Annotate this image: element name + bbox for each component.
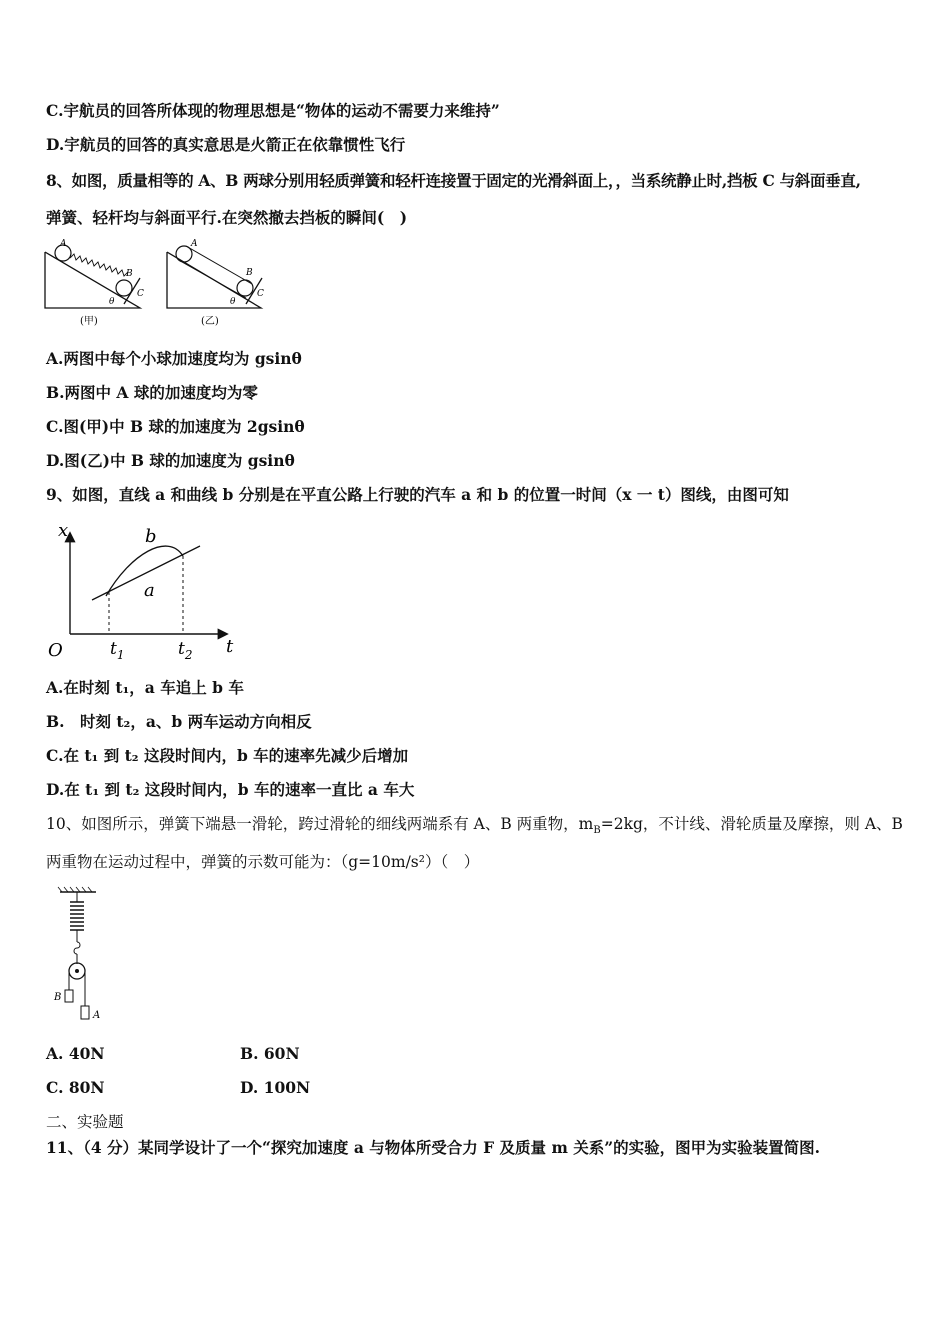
- option-c-prev: C.宇航员的回答所体现的物理思想是“物体的运动不需要力来维持”: [46, 101, 500, 120]
- svg-text:A: A: [93, 1010, 101, 1021]
- svg-text:t2: $t_2$: [178, 639, 193, 662]
- q8-option-d[interactable]: D.图(乙)中 B 球的加速度为 gsinθ: [46, 451, 295, 470]
- svg-text:A: A: [191, 239, 198, 249]
- ball-b-left: [116, 280, 132, 296]
- svg-text:A: A: [60, 239, 67, 249]
- q9-option-d[interactable]: D.在 t₁ 到 t₂ 这段时间内，b 车的速率一直比 a 车大: [46, 780, 415, 799]
- svg-text:C: C: [137, 289, 144, 299]
- question-8-stem-2: 弹簧、轻杆均与斜面平行.在突然撤去挡板的瞬间( ): [46, 208, 408, 227]
- question-10-stem-1: 10、如图所示，弹簧下端悬一滑轮，跨过滑轮的细线两端系有 A、B 两重物，$m_B=2kg$，不计线、滑轮质量及摩擦，则 A、B: [46, 815, 903, 837]
- svg-text:B: B: [246, 268, 253, 278]
- spring-icon: [70, 254, 128, 276]
- svg-text:B: B: [54, 992, 62, 1003]
- position-time-graph: [40, 516, 250, 666]
- svg-text:t1: $t_1$: [110, 639, 125, 662]
- q10-option-d[interactable]: D. 100N: [240, 1078, 311, 1097]
- svg-text:b: b: [145, 526, 157, 547]
- q9-option-b[interactable]: B. 时刻 t₂，a、b 两车运动方向相反: [46, 712, 312, 731]
- section-heading-experiment: 二、实验题: [46, 1113, 124, 1131]
- option-d-prev: D.宇航员的回答的真实意思是火箭正在依靠惯性飞行: [46, 135, 406, 154]
- ball-b-right: [237, 280, 253, 296]
- q10-option-c[interactable]: C. 80N: [46, 1078, 105, 1097]
- q8-option-b[interactable]: B.两图中 A 球的加速度均为零: [46, 383, 258, 402]
- question-9-stem: 9、如图，直线 a 和曲线 b 分别是在平直公路上行驶的汽车 a 和 b 的位置一时间（x 一 t）图线，由图可知: [46, 485, 789, 504]
- q10-option-b[interactable]: B. 60N: [240, 1044, 300, 1063]
- question-10-stem-2: 两重物在运动过程中，弹簧的示数可能为：（g=10m/s²）（ ）: [46, 853, 480, 871]
- svg-text:(乙): (乙): [201, 316, 219, 327]
- svg-text:t: t: [226, 636, 234, 657]
- svg-text:θ: θ: [230, 297, 236, 307]
- svg-text:C: C: [257, 289, 264, 299]
- svg-text:x: x: [58, 520, 69, 541]
- q10-option-a[interactable]: A. 40N: [46, 1044, 105, 1063]
- block-b: [65, 990, 73, 1002]
- q8-option-c[interactable]: C.图(甲)中 B 球的加速度为 2gsinθ: [46, 417, 305, 436]
- incline-figure: [40, 238, 280, 332]
- svg-text:θ: θ: [109, 297, 115, 307]
- question-8-stem-1: 8、如图，质量相等的 A、B 两球分别用轻质弹簧和轻杆连接置于固定的光滑斜面上，，当系统静止时,挡板 C 与斜面垂直,: [46, 171, 861, 190]
- q9-option-a[interactable]: A.在时刻 t₁，a 车追上 b 车: [46, 678, 244, 697]
- spring-icon: [70, 902, 84, 930]
- question-11-stem: 11、（4 分）某同学设计了一个“探究加速度 a 与物体所受合力 F 及质量 m 关系”的实验，图甲为实验装置简图.: [46, 1138, 821, 1157]
- svg-text:B: B: [126, 269, 133, 279]
- svg-text:O: O: [48, 640, 63, 661]
- block-a: [81, 1006, 89, 1019]
- pulley-spring-figure: [48, 886, 118, 1028]
- svg-text:a: a: [144, 580, 155, 601]
- svg-text:(甲): (甲): [80, 316, 98, 327]
- q8-option-a[interactable]: A.两图中每个小球加速度均为 gsinθ: [46, 349, 302, 368]
- q9-option-c[interactable]: C.在 t₁ 到 t₂ 这段时间内，b 车的速率先减少后增加: [46, 746, 409, 765]
